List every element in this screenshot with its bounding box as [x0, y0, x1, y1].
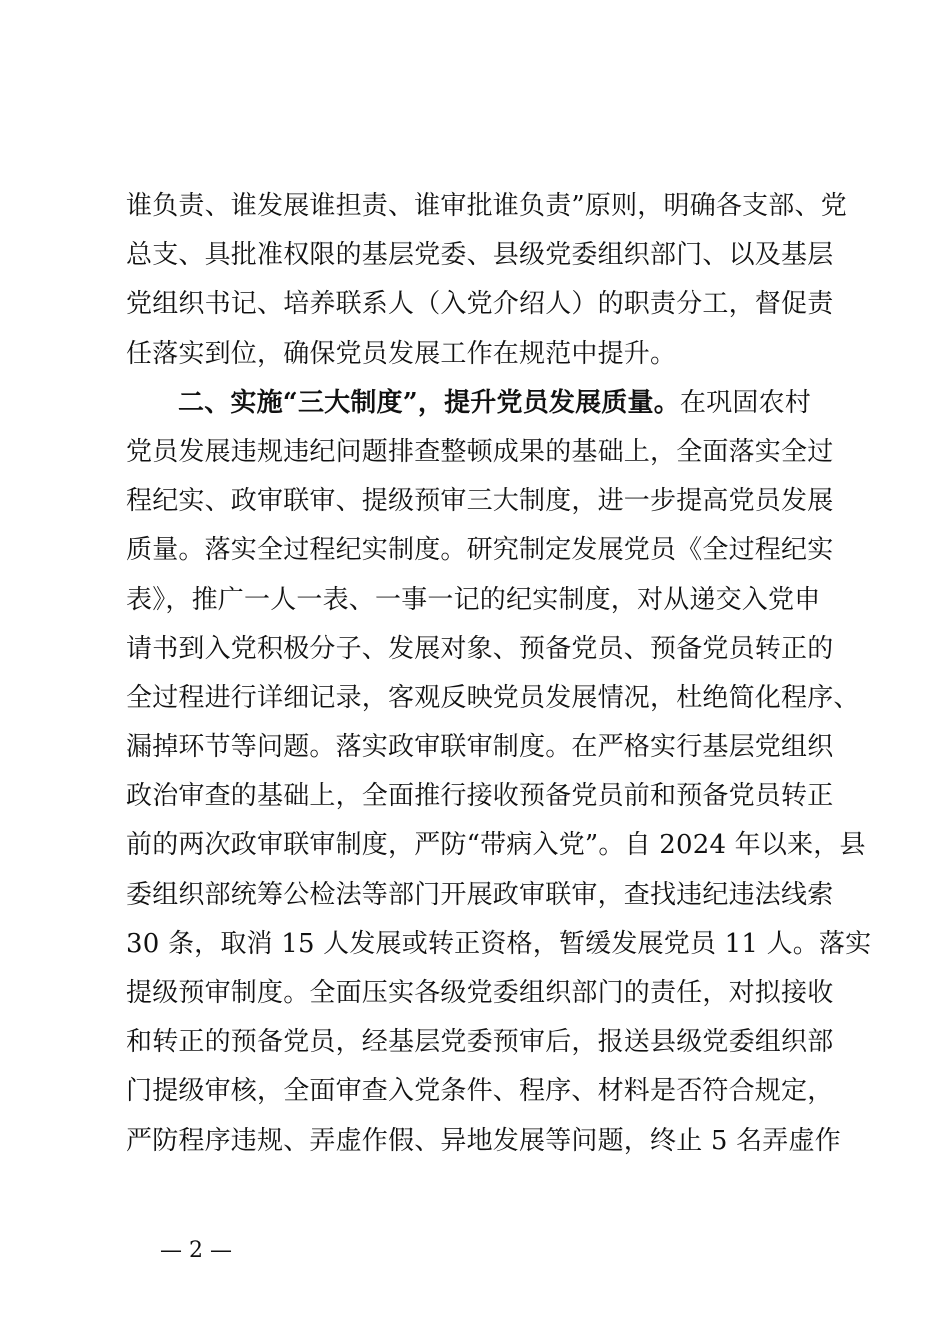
text-line: 总支、具批准权限的基层党委、县级党委组织部门、以及基层 [126, 240, 834, 271]
section-heading-rest: 在巩固农村 [679, 387, 811, 418]
text-line: 提级预审制度。全面压实各级党委组织部门的责任，对拟接收 [126, 978, 834, 1008]
body-text [126, 182, 872, 1166]
text-line: 前的两次政审联审制度，严防“带病入党”。自 2024 年以来，县 [126, 830, 866, 861]
section-heading-line [126, 379, 846, 428]
text-line: 质量。落实全过程纪实制度。研究制定发展党员《全过程纪实 [126, 535, 834, 566]
page-number: — 2 — [160, 1238, 232, 1263]
text-line: 和转正的预备党员，经基层党委预审后，报送县级党委组织部 [126, 1027, 834, 1058]
section-heading: 二、实施“三大制度”，提升党员发展质量。 [178, 387, 680, 418]
text-line: 全过程进行详细记录，客观反映党员发展情况，杜绝简化程序、 [126, 682, 860, 713]
text-line: 委组织部统筹公检法等部门开展政审联审，查找违纪违法线索 [126, 879, 834, 910]
text-line: 谁负责、谁发展谁担责、谁审批谁负责”原则，明确各支部、党 [126, 191, 847, 221]
text-line: 30 条，取消 15 人发展或转正资格，暂缓发展党员 11 人。落实 [126, 928, 872, 959]
text-line: 程纪实、政审联审、提级预审三大制度，进一步提高党员发展 [126, 486, 834, 517]
text-line: 党组织书记、培养联系人（入党介绍人）的职责分工，督促责 [126, 289, 834, 320]
text-line: 门提级审核，全面审查入党条件、程序、材料是否符合规定， [126, 1076, 834, 1107]
text-line: 表》，推广一人一表、一事一记的纪实制度，对从递交入党申 [126, 584, 821, 615]
text-line: 任落实到位，确保党员发展工作在规范中提升。 [126, 338, 677, 369]
text-line: 请书到入党积极分子、发展对象、预备党员、预备党员转正的 [126, 633, 834, 664]
text-line: 严防程序违规、弄虚作假、异地发展等问题，终止 5 名弄虚作 [126, 1125, 841, 1156]
text-line: 漏掉环节等问题。落实政审联审制度。在严格实行基层党组织 [126, 732, 834, 763]
text-line: 党员发展违规违纪问题排查整顿成果的基础上，全面落实全过 [126, 436, 834, 467]
text-line: 政治审查的基础上，全面推行接收预备党员前和预备党员转正 [126, 781, 834, 812]
